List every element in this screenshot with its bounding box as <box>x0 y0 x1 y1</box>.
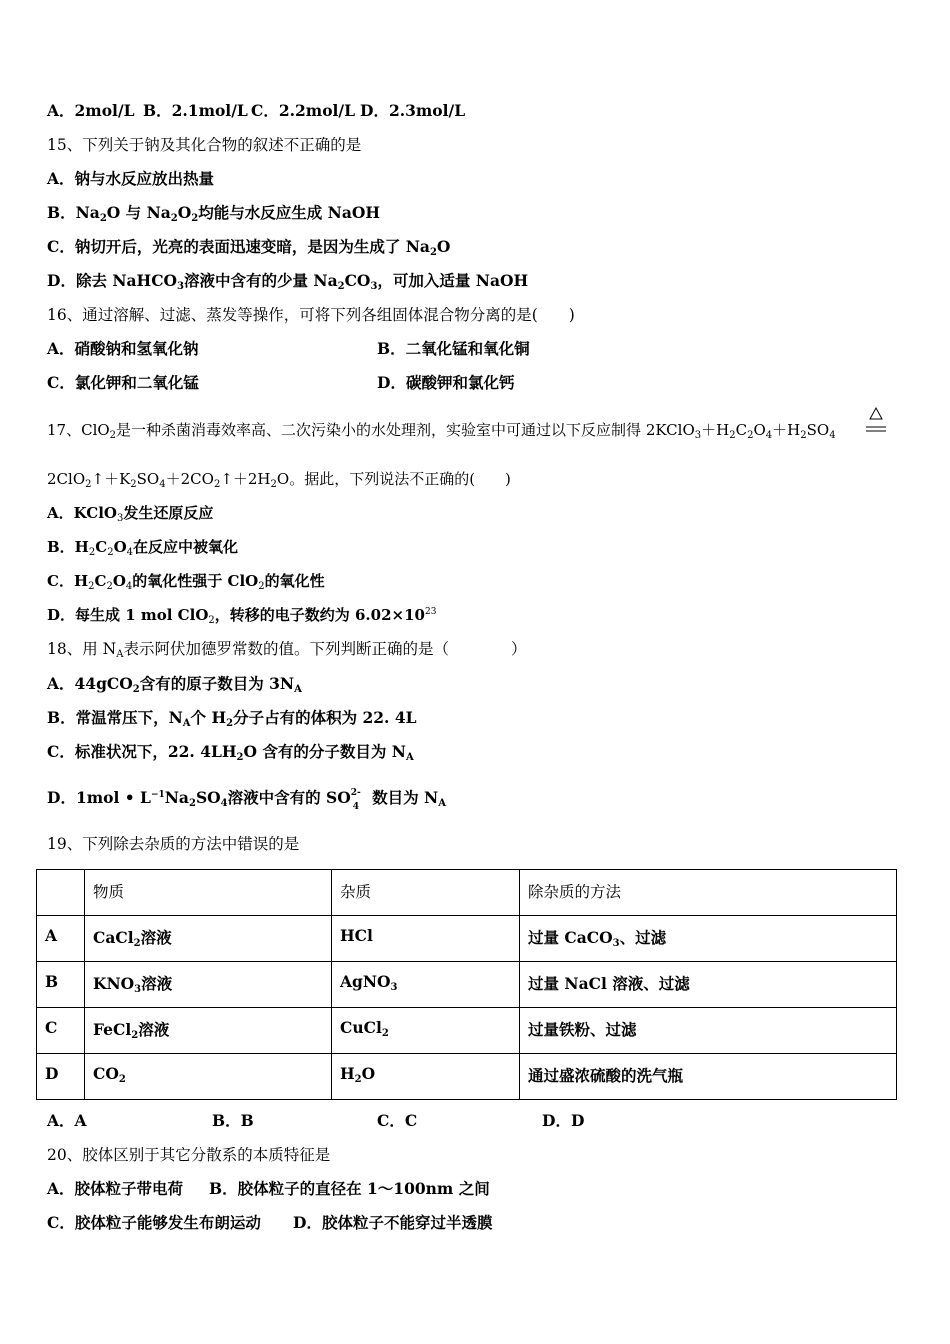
heat-condition-icon <box>866 406 886 436</box>
row-impurity: AgNO$_3$ <box>332 962 520 1008</box>
row-key: C <box>37 1008 85 1054</box>
table-header-row <box>37 870 897 916</box>
q19-option-d: D．D <box>542 1111 585 1130</box>
q19-table <box>36 869 897 1100</box>
q16-option-b: B．二氧化锰和氧化铜 <box>377 339 530 358</box>
row-substance: CaCl$_2$溶液 <box>85 916 332 962</box>
row-substance: $KNO_3$溶液 <box>85 962 332 1008</box>
q18-option-b: B．常温常压下，$N_A$个 $H_2$分子占有的体积为 22. 4L <box>47 708 417 729</box>
q17-option-a: A．KClO$_3$发生还原反应 <box>47 504 214 524</box>
q14-option-a: A．2mol/L <box>47 101 135 120</box>
row-method: 过量铁粉、过滤 <box>520 1008 897 1054</box>
row-impurity: CuCl$_2$ <box>332 1008 520 1054</box>
q16-option-a: A．硝酸钠和氢氧化钠 <box>47 339 199 358</box>
q15-option-a: A．钠与水反应放出热量 <box>47 169 215 188</box>
q20-options-row1 <box>47 1179 490 1199</box>
q16-stem: 16、通过溶解、过滤、蒸发等操作，可将下列各组固体混合物分离的是( ) <box>47 306 575 324</box>
q20-stem: 20、胶体区别于其它分散系的本质特征是 <box>47 1146 331 1164</box>
q16-option-d: D．碳酸钾和氯化钙 <box>377 373 515 392</box>
q18-option-c: C．标准状况下，22. $4LH_2O$ 含有的分子数目为 $N_A$ <box>47 742 414 763</box>
q14-option-b: B．2.1mol/L <box>143 101 248 120</box>
q16-option-c: C．氯化钾和二氧化锰 <box>47 373 199 392</box>
q19-option-c: C．C <box>377 1111 418 1130</box>
row-impurity: HCl <box>332 916 520 962</box>
q20-option-c: C．胶体粒子能够发生布朗运动 <box>47 1213 261 1232</box>
q19-options <box>47 1111 584 1131</box>
q18-option-d: D．1mol • $L^{-1}Na_2SO_4$溶液中含有的 SO 2- 4 数目为 $N_A$ <box>47 788 446 812</box>
row-impurity: $H_2O$ <box>332 1054 520 1100</box>
table-header-cell: 物质 <box>85 870 332 916</box>
q19-stem: 19、下列除去杂质的方法中错误的是 <box>47 835 300 853</box>
q20-option-b: B．胶体粒子的直径在 1～100nm 之间 <box>209 1179 490 1198</box>
row-method: 通过盛浓硫酸的洗气瓶 <box>520 1054 897 1100</box>
q17-option-b: B．$H_2C_2O_4$在反应中被氧化 <box>47 538 239 558</box>
table-header-cell: 除杂质的方法 <box>520 870 897 916</box>
table-header-cell: 杂质 <box>332 870 520 916</box>
q19-option-a: A．A <box>47 1111 87 1130</box>
q17-option-c: C．$H_2C_2O_4$的氧化性强于 ClO$_2$的氧化性 <box>47 572 325 592</box>
q18-stem: 18、用 $N_A$表示阿伏加德罗常数的值。下列判断正确的是（ ） <box>47 640 527 660</box>
q14-options <box>47 101 465 121</box>
q19-option-b: B．B <box>212 1111 254 1130</box>
table-row <box>37 962 897 1008</box>
q15-stem: 15、下列关于钠及其化合物的叙述不正确的是 <box>47 136 362 154</box>
q15-option-b: B．$Na_2O$ 与 $Na_2O_2$均能与水反应生成 NaOH <box>47 203 381 224</box>
q20-option-d: D．胶体粒子不能穿过半透膜 <box>293 1213 493 1232</box>
row-substance: $CO_2$ <box>85 1054 332 1100</box>
q17-option-d: D．每生成 1 mol ClO$_2$，转移的电子数约为 $6.02\times 10^{23}$ <box>47 606 437 626</box>
q20-options-row2 <box>47 1213 492 1233</box>
row-method: 过量 NaCl 溶液、过滤 <box>520 962 897 1008</box>
q15-option-d: D．除去 NaHCO$_3$溶液中含有的少量 $Na_2CO_3$，可加入适量 NaOH <box>47 271 529 292</box>
q15-option-c: C．钠切开后，光亮的表面迅速变暗，是因为生成了 $Na_2O$ <box>47 237 451 258</box>
row-substance: FeCl$_2$溶液 <box>85 1008 332 1054</box>
q14-option-c: C．2.2mol/L <box>251 101 355 120</box>
row-key: D <box>37 1054 85 1100</box>
q18-option-a: A．44gCO$_2$含有的原子数目为 $3N_A$ <box>47 674 302 695</box>
table-row <box>37 916 897 962</box>
row-key: B <box>37 962 85 1008</box>
table-row <box>37 1008 897 1054</box>
row-method: 过量 CaCO$_3$、过滤 <box>520 916 897 962</box>
row-key: A <box>37 916 85 962</box>
q14-option-d: D．2.3mol/L <box>360 101 466 120</box>
q20-option-a: A．胶体粒子带电荷 <box>47 1179 184 1198</box>
q17-stem-line2: $2ClO_2↑+K_2SO_4+2CO_2↑+2H_2O$。据此，下列说法不正确的( ) <box>47 470 511 490</box>
q17-stem-line1: 17、ClO$_2$是一种杀菌消毒效率高、二次污染小的水处理剂，实验室中可通过以下反应制得 $2KClO_3+H_2C_2O_4+H_2SO_4$ <box>47 421 836 441</box>
table-row <box>37 1054 897 1100</box>
table-header-cell <box>37 870 85 916</box>
